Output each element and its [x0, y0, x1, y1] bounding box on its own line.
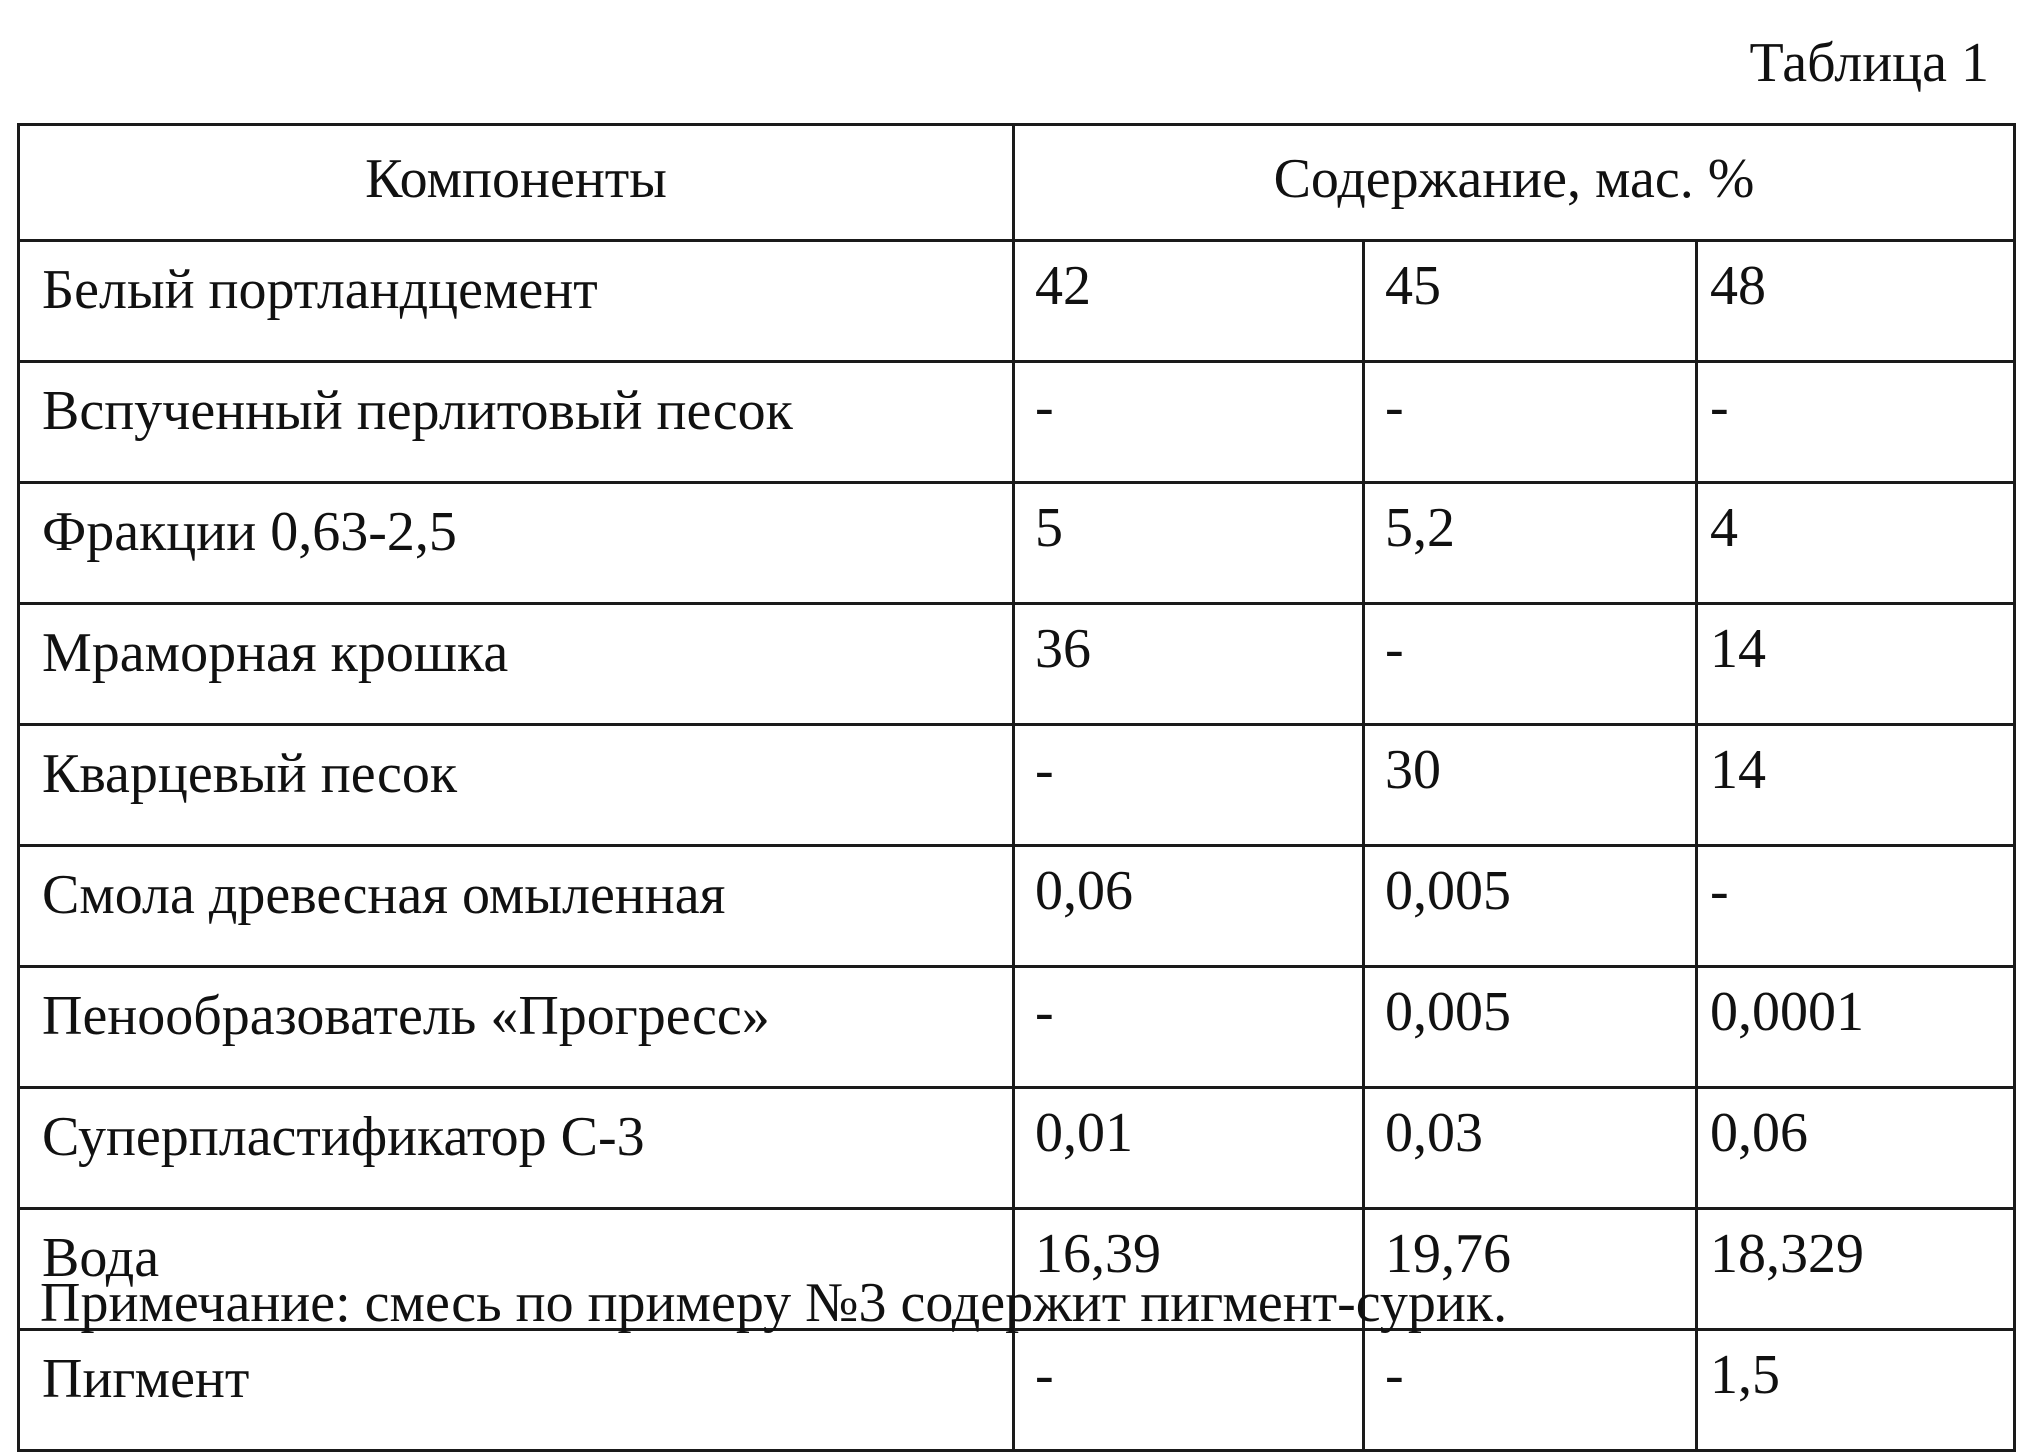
content-value-3: 48 [1697, 241, 2015, 362]
header-row [19, 125, 2015, 241]
content-value-2: 0,005 [1364, 846, 1697, 967]
content-value-3: 4 [1697, 483, 2015, 604]
content-value-2: - [1364, 604, 1697, 725]
component-name: Смола древесная омыленная [19, 846, 1014, 967]
component-name: Вспученный перлитовый песок [19, 362, 1014, 483]
content-value-2: 0,005 [1364, 967, 1697, 1088]
component-name: Белый портландцемент [19, 241, 1014, 362]
table-note: Примечание: смесь по примеру №3 содержит пигмент-сурик. [40, 1272, 1508, 1334]
component-name: Вода [19, 1209, 1014, 1330]
content-value-1: 42 [1014, 241, 1364, 362]
content-value-1: 0,01 [1014, 1088, 1364, 1209]
content-value-3: 14 [1697, 725, 2015, 846]
content-value-2: 19,76 [1364, 1209, 1697, 1330]
component-name: Пенообразователь «Прогресс» [19, 967, 1014, 1088]
header-content: Содержание, мас. % [1014, 125, 2015, 241]
table-row [19, 362, 2015, 483]
content-value-3: 0,06 [1697, 1088, 2015, 1209]
table-row [19, 604, 2015, 725]
table-row [19, 846, 2015, 967]
content-value-2: 30 [1364, 725, 1697, 846]
content-value-3: 0,0001 [1697, 967, 2015, 1088]
content-value-1: - [1014, 967, 1364, 1088]
content-value-1: 5 [1014, 483, 1364, 604]
content-value-1: 0,06 [1014, 846, 1364, 967]
content-value-1: 16,39 [1014, 1209, 1364, 1330]
component-name: Фракции 0,63-2,5 [19, 483, 1014, 604]
content-value-2: 45 [1364, 241, 1697, 362]
content-value-2: - [1364, 362, 1697, 483]
content-value-1: - [1014, 362, 1364, 483]
header-components: Компоненты [19, 125, 1014, 241]
table-row [19, 1088, 2015, 1209]
content-value-3: - [1697, 846, 2015, 967]
table-row [19, 1330, 2015, 1451]
table-row [19, 483, 2015, 604]
content-value-3: - [1697, 362, 2015, 483]
content-value-2: 0,03 [1364, 1088, 1697, 1209]
content-value-3: 1,5 [1697, 1330, 2015, 1451]
component-name: Пигмент [19, 1330, 1014, 1451]
content-value-3: 18,329 [1697, 1209, 2015, 1330]
table-row [19, 241, 2015, 362]
content-value-2: 5,2 [1364, 483, 1697, 604]
table-row [19, 967, 2015, 1088]
component-name: Кварцевый песок [19, 725, 1014, 846]
content-value-1: - [1014, 725, 1364, 846]
content-value-1: - [1014, 1330, 1364, 1451]
component-name: Суперпластификатор С-3 [19, 1088, 1014, 1209]
components-table [17, 123, 2016, 1452]
table-row [19, 725, 2015, 846]
content-value-1: 36 [1014, 604, 1364, 725]
table-caption: Таблица 1 [1749, 32, 1989, 94]
component-name: Мраморная крошка [19, 604, 1014, 725]
content-value-3: 14 [1697, 604, 2015, 725]
content-value-2: - [1364, 1330, 1697, 1451]
